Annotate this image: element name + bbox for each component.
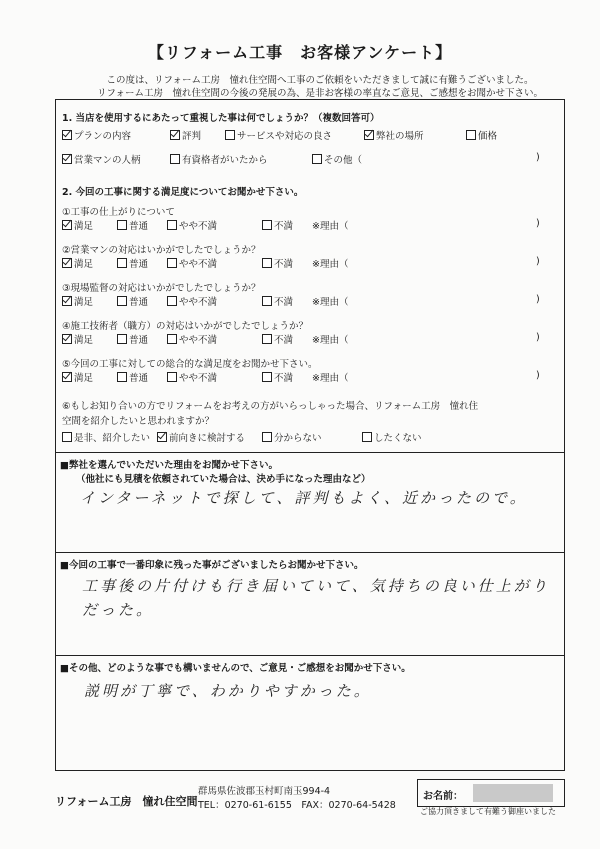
- option-label: サービスや対応の良さ: [237, 131, 333, 142]
- q2-item-title: ⑤今回の工事に対しての総合的な満足度をお聞かせ下さい。: [62, 359, 318, 370]
- option-label: プランの内容: [74, 131, 132, 142]
- company-address-block: [198, 785, 396, 813]
- option-label: 営業マンの人柄: [74, 155, 141, 166]
- checkbox[interactable]: [62, 258, 72, 268]
- close-paren: ): [536, 152, 540, 163]
- checkbox[interactable]: [117, 296, 127, 306]
- checkbox[interactable]: [262, 334, 272, 344]
- reason-subtitle: （他社にも見積を依頼されていた場合は、決め手になった理由など）: [76, 474, 371, 485]
- q6-title-line-2: 空間を紹介したいと思われますか？: [62, 416, 215, 427]
- scale-option[interactable]: [262, 256, 293, 270]
- scale-option[interactable]: [262, 332, 293, 346]
- checkbox[interactable]: [170, 154, 180, 164]
- option-label: やや不満: [179, 259, 218, 270]
- checkbox[interactable]: [117, 258, 127, 268]
- option-label: 満足: [74, 297, 94, 308]
- option-label: 不満: [274, 221, 294, 232]
- redacted-name: [473, 784, 553, 802]
- impression-answer-line-1[interactable]: 工事後の片付けも行き届いていて、気持ちの良い仕上がり: [82, 577, 550, 595]
- option-label: 普通: [129, 335, 149, 346]
- option-label: 普通: [129, 259, 149, 270]
- checkbox[interactable]: [62, 334, 72, 344]
- option-label: 普通: [129, 221, 149, 232]
- checkbox[interactable]: [364, 130, 374, 140]
- q2-title: 2. 今回の工事に関する満足度についてお聞かせ下さい。: [62, 187, 304, 198]
- q1-option-location[interactable]: [364, 128, 424, 142]
- other-section: [56, 655, 564, 772]
- q6-option-consider[interactable]: [157, 430, 245, 444]
- q1-title: 1. 当店を使用するにあたって重視した事は何でしょうか？（複数回答可）: [62, 113, 380, 124]
- checkbox[interactable]: [167, 372, 177, 382]
- scale-option[interactable]: [167, 218, 217, 232]
- scale-option[interactable]: [312, 294, 348, 308]
- option-label: やや不満: [179, 221, 218, 232]
- questionnaire-frame: [55, 99, 565, 771]
- option-label: ※理由（: [312, 259, 349, 270]
- scale-option[interactable]: [62, 294, 93, 308]
- option-label: ※理由（: [312, 297, 349, 308]
- scale-option[interactable]: [167, 370, 217, 384]
- q2-item-title: ②営業マンの対応はいかがでしたでしょうか？: [62, 245, 261, 256]
- survey-title: 【リフォーム工事 お客様アンケート】: [147, 43, 453, 62]
- scale-option[interactable]: [312, 218, 348, 232]
- option-label: その他（: [324, 155, 363, 166]
- option-label: 価格: [478, 131, 498, 142]
- checkbox[interactable]: [62, 296, 72, 306]
- name-label: お名前：: [423, 791, 463, 802]
- checkbox[interactable]: [117, 220, 127, 230]
- option-label: 前向きに検討する: [169, 433, 246, 444]
- checkbox[interactable]: [262, 372, 272, 382]
- close-paren: ): [536, 218, 540, 229]
- checkbox[interactable]: [167, 220, 177, 230]
- checkbox[interactable]: [262, 220, 272, 230]
- option-label: したくない: [374, 433, 422, 444]
- thanks-note: ご協力頂きまして有難う御座いました: [420, 807, 556, 816]
- checkbox[interactable]: [262, 296, 272, 306]
- scale-option[interactable]: [167, 294, 217, 308]
- intro-line-2: リフォーム工房 憧れ住空間の今後の発展の為、是非お客様の率直なご意見、ご感想をお聞かせ下さい。: [96, 88, 544, 99]
- option-label: 満足: [74, 221, 94, 232]
- impression-title: ■今回の工事で一番印象に残った事がございましたらお聞かせ下さい。: [60, 560, 364, 571]
- option-label: 弊社の場所: [376, 131, 424, 142]
- option-label: 有資格者がいたから: [182, 155, 268, 166]
- scale-option[interactable]: [262, 294, 293, 308]
- impression-answer-line-2[interactable]: だった。: [82, 601, 155, 619]
- scale-option[interactable]: [117, 294, 148, 308]
- option-label: 満足: [74, 335, 94, 346]
- checkbox[interactable]: [362, 432, 372, 442]
- q2-item-title: ④施工技術者（職方）の対応はいかがでしたでしょうか？: [62, 321, 309, 332]
- company-address: 群馬県佐波郡玉村町南玉994-4: [198, 786, 331, 797]
- q2-item-title: ③現場監督の対応はいかがでしたでしょうか？: [62, 283, 261, 294]
- q6-option-no[interactable]: [362, 430, 422, 444]
- q2-item-title: ①工事の仕上がりについて: [62, 207, 175, 218]
- option-label: やや不満: [179, 335, 218, 346]
- scale-option[interactable]: [62, 218, 93, 232]
- scale-option[interactable]: [62, 370, 93, 384]
- scale-option[interactable]: [62, 256, 93, 270]
- scale-option[interactable]: [117, 218, 148, 232]
- q1-option-plan[interactable]: [62, 128, 131, 142]
- checkbox[interactable]: [466, 130, 476, 140]
- checkbox[interactable]: [312, 154, 322, 164]
- q1-option-other[interactable]: [312, 152, 362, 166]
- intro-text: [60, 74, 580, 100]
- q1-option-service[interactable]: [225, 128, 332, 142]
- option-label: 不満: [274, 373, 294, 384]
- q6-title-line-1: ⑥もしお知り合いの方でリフォームをお考えの方がいらっしゃった場合、リフォーム工房 憧れ住: [62, 401, 479, 412]
- option-label: 満足: [74, 259, 94, 270]
- option-label: 評判: [182, 131, 202, 142]
- option-label: 分からない: [274, 433, 322, 444]
- scale-option[interactable]: [312, 332, 348, 346]
- option-label: やや不満: [179, 373, 218, 384]
- name-field[interactable]: [417, 779, 565, 807]
- reason-section: [56, 452, 564, 552]
- option-label: やや不満: [179, 297, 218, 308]
- checkbox[interactable]: [167, 296, 177, 306]
- scale-option[interactable]: [117, 370, 148, 384]
- scale-option[interactable]: [117, 332, 148, 346]
- checkbox[interactable]: [62, 432, 72, 442]
- option-label: ※理由（: [312, 221, 349, 232]
- company-name: リフォーム工房 憧れ住空間: [55, 795, 198, 808]
- close-paren: ): [536, 256, 540, 267]
- q6-option-unsure[interactable]: [262, 430, 322, 444]
- scale-option[interactable]: [312, 256, 348, 270]
- checkbox[interactable]: [225, 130, 235, 140]
- checkbox[interactable]: [117, 334, 127, 344]
- checkbox[interactable]: [170, 130, 180, 140]
- option-label: 不満: [274, 297, 294, 308]
- option-label: 不満: [274, 259, 294, 270]
- impression-section: [56, 552, 564, 655]
- q1-option-reputation[interactable]: [170, 128, 201, 142]
- close-paren: ): [536, 294, 540, 305]
- option-label: 満足: [74, 373, 94, 384]
- reason-title: ■弊社を選んでいただいた理由をお聞かせ下さい。: [60, 460, 278, 471]
- checkbox[interactable]: [62, 154, 72, 164]
- reason-answer[interactable]: インターネットで探して、評判もよく、近かったので。: [80, 489, 528, 507]
- q1-option-price[interactable]: [466, 128, 497, 142]
- intro-line-1: この度は、リフォーム工房 憧れ住空間へ工事のご依頼をいただきまして誠に有難うございました。: [106, 75, 534, 86]
- other-answer[interactable]: 説明が丁寧で、わかりやすかった。: [84, 682, 372, 700]
- option-label: 普通: [129, 297, 149, 308]
- scale-option[interactable]: [167, 256, 217, 270]
- option-label: 不満: [274, 335, 294, 346]
- checkbox[interactable]: [117, 372, 127, 382]
- q1-option-salesperson[interactable]: [62, 152, 141, 166]
- scale-option[interactable]: [167, 332, 217, 346]
- option-label: 是非、紹介したい: [74, 433, 151, 444]
- q1-option-qualified[interactable]: [170, 152, 268, 166]
- scale-option[interactable]: [312, 370, 348, 384]
- option-label: 普通: [129, 373, 149, 384]
- scale-option[interactable]: [117, 256, 148, 270]
- scale-option[interactable]: [62, 332, 93, 346]
- checkbox[interactable]: [262, 432, 272, 442]
- option-label: ※理由（: [312, 335, 349, 346]
- company-phone: TEL：0270-61-6155 FAX：0270-64-5428: [198, 800, 396, 811]
- other-title: ■その他、どのような事でも構いませんので、ご意見・ご感想をお聞かせ下さい。: [60, 663, 411, 674]
- checkbox[interactable]: [157, 432, 167, 442]
- scale-option[interactable]: [262, 370, 293, 384]
- checkbox[interactable]: [62, 372, 72, 382]
- checkbox[interactable]: [167, 334, 177, 344]
- checkbox[interactable]: [62, 130, 72, 140]
- checkbox[interactable]: [167, 258, 177, 268]
- checkbox[interactable]: [262, 258, 272, 268]
- scale-option[interactable]: [262, 218, 293, 232]
- q6-option-definitely[interactable]: [62, 430, 150, 444]
- checkbox[interactable]: [62, 220, 72, 230]
- close-paren: ): [536, 332, 540, 343]
- close-paren: ): [536, 370, 540, 381]
- option-label: ※理由（: [312, 373, 349, 384]
